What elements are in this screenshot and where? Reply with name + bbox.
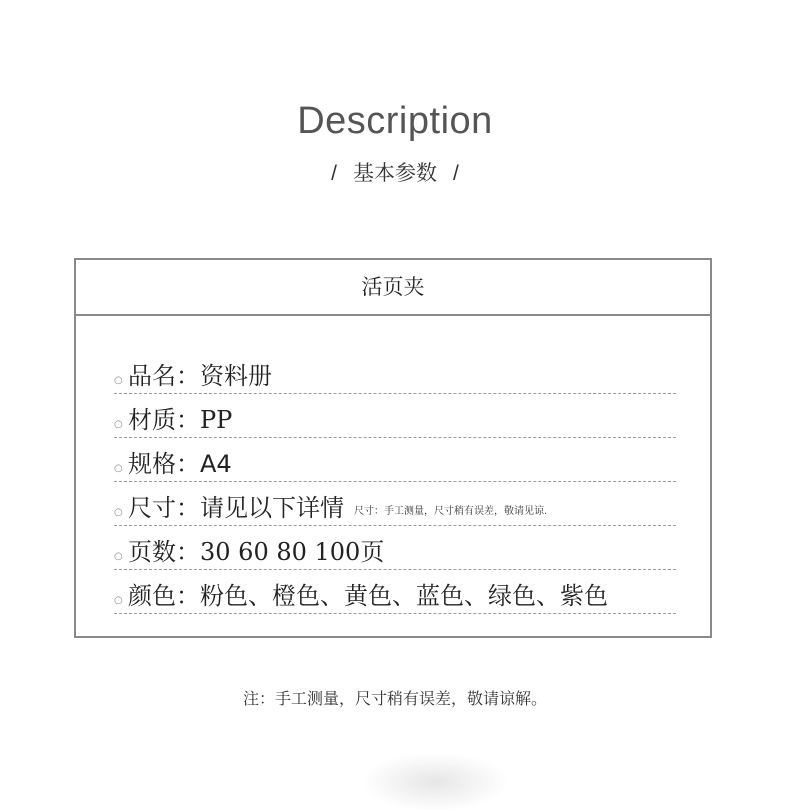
bullet-icon: ○ xyxy=(114,551,123,562)
spec-row-dimensions xyxy=(114,482,676,526)
spec-value: 资料册 xyxy=(200,362,272,390)
spec-card xyxy=(74,258,712,638)
bullet-icon: ○ xyxy=(114,463,123,474)
spec-row-size-format xyxy=(114,438,676,482)
spec-row-material xyxy=(114,394,676,438)
page-title: Description xyxy=(297,100,493,142)
spec-row-name xyxy=(114,350,676,394)
spec-row-pages xyxy=(114,526,676,570)
spec-value: PP xyxy=(200,406,233,434)
spec-label: 页数： xyxy=(128,538,200,566)
spec-label: 尺寸： xyxy=(128,494,200,522)
subtitle-slash-left: / xyxy=(331,162,337,185)
footer-note: 注：手工测量，尺寸稍有误差，敬请谅解。 xyxy=(242,689,547,708)
bullet-icon: ○ xyxy=(114,595,123,606)
spec-note: 尺寸：手工测量，尺寸稍有误差，敬请见谅. xyxy=(354,505,548,517)
spec-list xyxy=(114,350,676,614)
spec-value: A4 xyxy=(200,450,232,478)
spec-value: 30 60 80 100页 xyxy=(200,538,385,566)
subtitle-text: 基本参数 xyxy=(353,161,437,185)
spec-value: 粉色、橙色、黄色、蓝色、绿色、紫色 xyxy=(200,582,608,610)
spec-label: 颜色： xyxy=(128,582,200,610)
spec-label: 品名： xyxy=(128,362,200,390)
spec-row-colors xyxy=(114,570,676,614)
bullet-icon: ○ xyxy=(114,419,123,430)
decorative-glow xyxy=(360,752,510,812)
spec-label: 规格： xyxy=(128,450,200,478)
spec-value: 请见以下详情 xyxy=(200,494,344,522)
bullet-icon: ○ xyxy=(114,507,123,518)
subtitle-slash-right: / xyxy=(453,162,459,185)
spec-label: 材质： xyxy=(128,406,200,434)
bullet-icon: ○ xyxy=(114,375,123,386)
subtitle xyxy=(0,157,790,187)
card-title: 活页夹 xyxy=(76,260,710,316)
